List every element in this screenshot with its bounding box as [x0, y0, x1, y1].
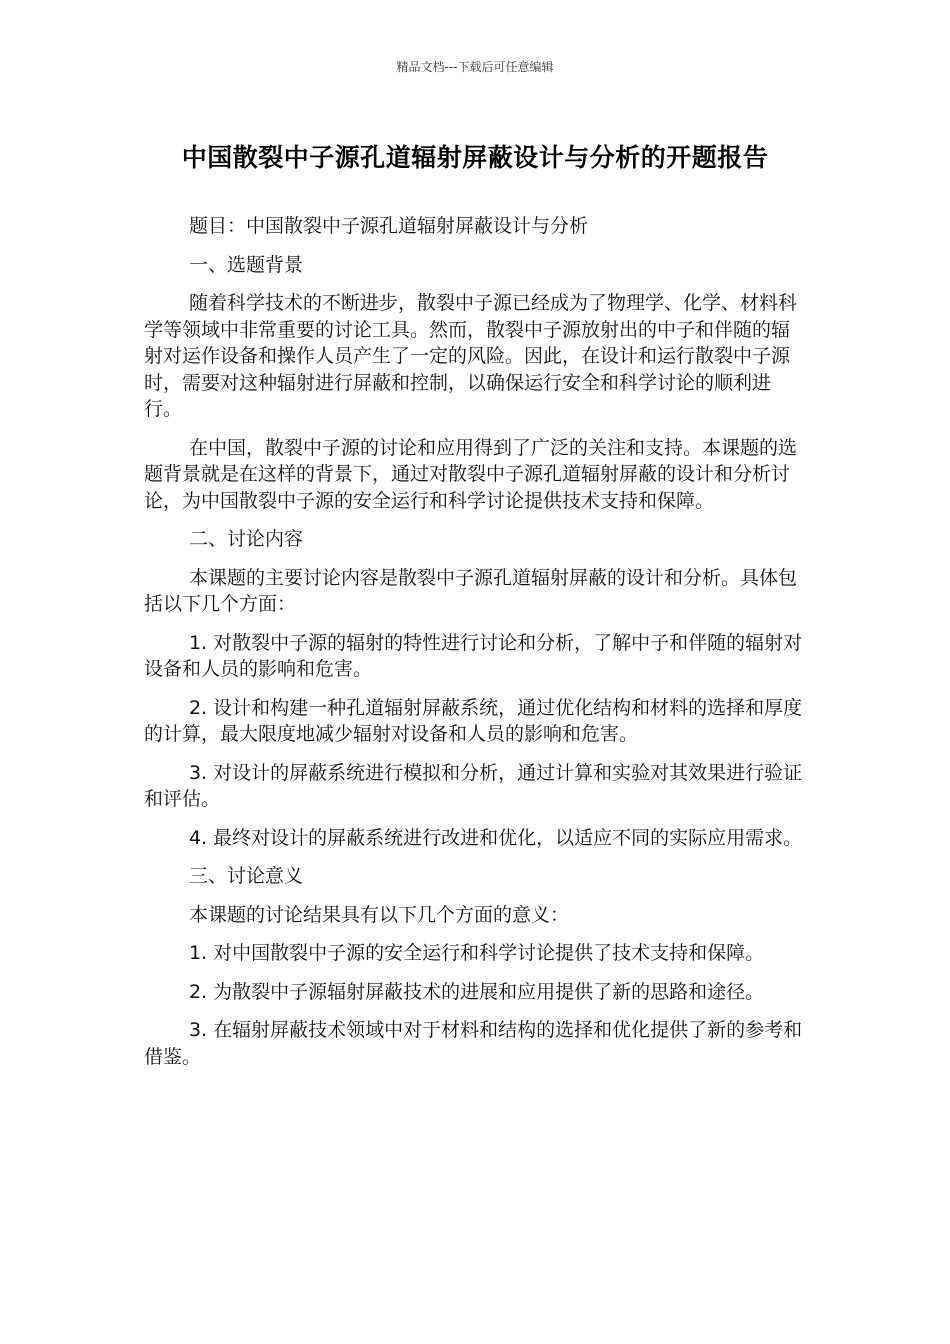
header-note: 精品文档---下载后可任意编辑 — [396, 60, 554, 74]
paragraph: 本课题的讨论结果具有以下几个方面的意义： — [189, 903, 570, 926]
section-heading-background: 一、选题背景 — [189, 253, 304, 276]
paragraph: 在中国，散裂中子源的讨论和应用得到了广泛的关注和支持。本课题的选题背景就是在这样的背景下，通过对散裂中子源孔道辐射屏蔽的设计和分析讨论，为中国散裂中子源的安全运行和科学讨论提供技术支持和保障。 — [144, 436, 798, 512]
list-item: 3. 对设计的屏蔽系统进行模拟和分析，通过计算和实验对其效果进行验证和评估。 — [144, 761, 803, 810]
document-body — [144, 213, 808, 1082]
document-title: 中国散裂中子源孔道辐射屏蔽设计与分析的开题报告 — [181, 143, 769, 172]
section-heading-significance: 三、讨论意义 — [189, 865, 304, 887]
section-heading-content: 二、讨论内容 — [189, 528, 304, 550]
paragraph: 本课题的主要讨论内容是散裂中子源孔道辐射屏蔽的设计和分析。具体包括以下几个方面： — [144, 566, 798, 615]
paragraph: 随着科学技术的不断进步，散裂中子源已经成为了物理学、化学、材料科学等领域中非常重要的讨论工具。然而，散裂中子源放射出的中子和伴随的辐射对运作设备和操作人员产生了一定的风险。因此，在设计和运行散裂中子源时，需要对这种辐射进行屏蔽和控制，以确保运行安全和科学讨论的顺利进行。 — [144, 292, 798, 420]
list-item: 2. 设计和构建一种孔道辐射屏蔽系统，通过优化结构和材料的选择和厚度的计算，最大限度地减少辐射对设备和人员的影响和危害。 — [144, 696, 803, 745]
subject-line: 题目：中国散裂中子源孔道辐射屏蔽设计与分析 — [189, 215, 589, 237]
list-item: 1. 对散裂中子源的辐射的特性进行讨论和分析，了解中子和伴随的辐射对设备和人员的影响和危害。 — [144, 631, 803, 680]
list-item: 4. 最终对设计的屏蔽系统进行改进和优化，以适应不同的实际应用需求。 — [189, 826, 803, 849]
list-item: 3. 在辐射屏蔽技术领域中对于材料和结构的选择和优化提供了新的参考和借鉴。 — [144, 1019, 803, 1068]
list-item: 1. 对中国散裂中子源的安全运行和科学讨论提供了技术支持和保障。 — [189, 942, 765, 964]
list-item: 2. 为散裂中子源辐射屏蔽技术的进展和应用提供了新的思路和途径。 — [189, 980, 765, 1003]
